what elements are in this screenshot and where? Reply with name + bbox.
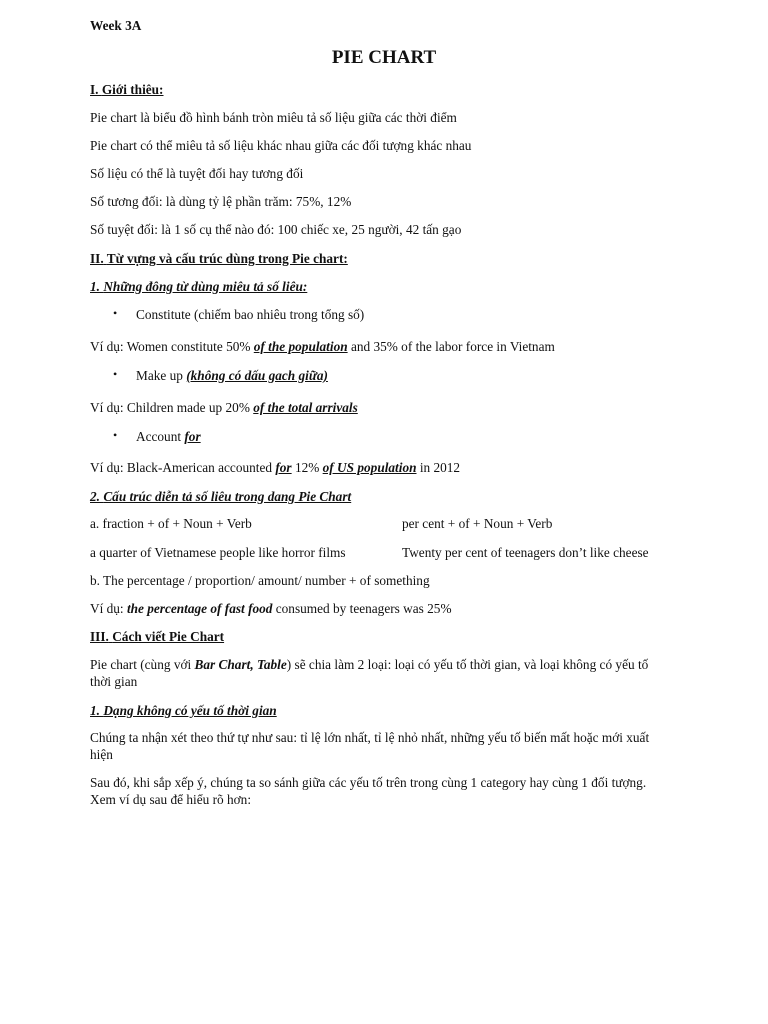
- example-line: Ví dụ: the percentage of fast food consumed by teenagers was 25%: [90, 601, 452, 616]
- section-3-heading: III. Cách viết Pie Chart: [90, 629, 225, 644]
- bullet-item: Make up (không có dấu gach giữa): [136, 368, 328, 383]
- structure-example-left: a quarter of Vietnamese people like horror films: [90, 545, 346, 560]
- example-line: Ví dụ: Black-American accounted for 12% of US population in 2012: [90, 460, 461, 475]
- paragraph-continuation: thời gian: [90, 674, 138, 689]
- structure-right: per cent + of + Noun + Verb: [402, 516, 553, 531]
- example-line: Ví dụ: Women constitute 50% of the population and 35% of the labor force in Vietnam: [90, 339, 555, 354]
- paragraph: Số tương đối: là dùng tỷ lệ phần trăm: 75%, 12%: [90, 194, 352, 209]
- subsection-2-2-heading: 2. Cấu trúc diễn tả số liêu trong dang Pie Chart: [90, 489, 352, 504]
- paragraph-continuation: Xem ví dụ sau để hiểu rõ hơn:: [90, 792, 252, 807]
- paragraph: Pie chart (cùng với Bar Chart, Table) sẽ chia làm 2 loại: loại có yếu tố thời gian, và loại không có yếu tố: [90, 657, 649, 672]
- paragraph: Sau đó, khi sắp xếp ý, chúng ta so sánh giữa các yếu tố trên trong cùng 1 category hay cùng 1 đối tượng.: [90, 775, 647, 790]
- structure-b: b. The percentage / proportion/ amount/ number + of something: [90, 573, 430, 588]
- paragraph: Số liệu có thể là tuyệt đối hay tương đối: [90, 166, 304, 181]
- paragraph: Số tuyệt đối: là 1 số cụ thể nào đó: 100 chiếc xe, 25 người, 42 tấn gạo: [90, 222, 462, 237]
- paragraph: Chúng ta nhận xét theo thứ tự như sau: tỉ lệ lớn nhất, tỉ lệ nhỏ nhất, những yếu tố biến mất hoặc mới xuất: [90, 730, 650, 745]
- page-title: PIE CHART: [331, 47, 437, 68]
- bullet-marker: •: [113, 367, 118, 381]
- paragraph: Pie chart có thể miêu tả số liệu khác nhau giữa các đối tượng khác nhau: [90, 138, 472, 153]
- example-line: Ví dụ: Children made up 20% of the total arrivals: [90, 400, 358, 415]
- week-label: Week 3A: [90, 18, 142, 33]
- subsection-3-1-heading: 1. Dạng không có yếu tố thời gian: [90, 703, 277, 718]
- section-2-heading: II. Từ vựng và cấu trúc dùng trong Pie chart:: [90, 251, 348, 266]
- paragraph: Pie chart là biểu đồ hình bánh tròn miêu tả số liệu giữa các thời điểm: [90, 110, 457, 125]
- structure-left: a. fraction + of + Noun + Verb: [90, 516, 252, 531]
- paragraph-continuation: hiện: [90, 747, 113, 762]
- bullet-marker: •: [113, 306, 118, 320]
- section-1-heading: I. Giới thiêu:: [90, 82, 164, 97]
- bullet-marker: •: [113, 428, 118, 442]
- subsection-2-1-heading: 1. Những đông từ dùng miêu tả số liêu:: [90, 279, 308, 294]
- bullet-item: Account for: [136, 429, 201, 444]
- structure-example-right: Twenty per cent of teenagers don’t like cheese: [402, 545, 649, 560]
- bullet-item: Constitute (chiếm bao nhiêu trong tổng số): [136, 307, 365, 322]
